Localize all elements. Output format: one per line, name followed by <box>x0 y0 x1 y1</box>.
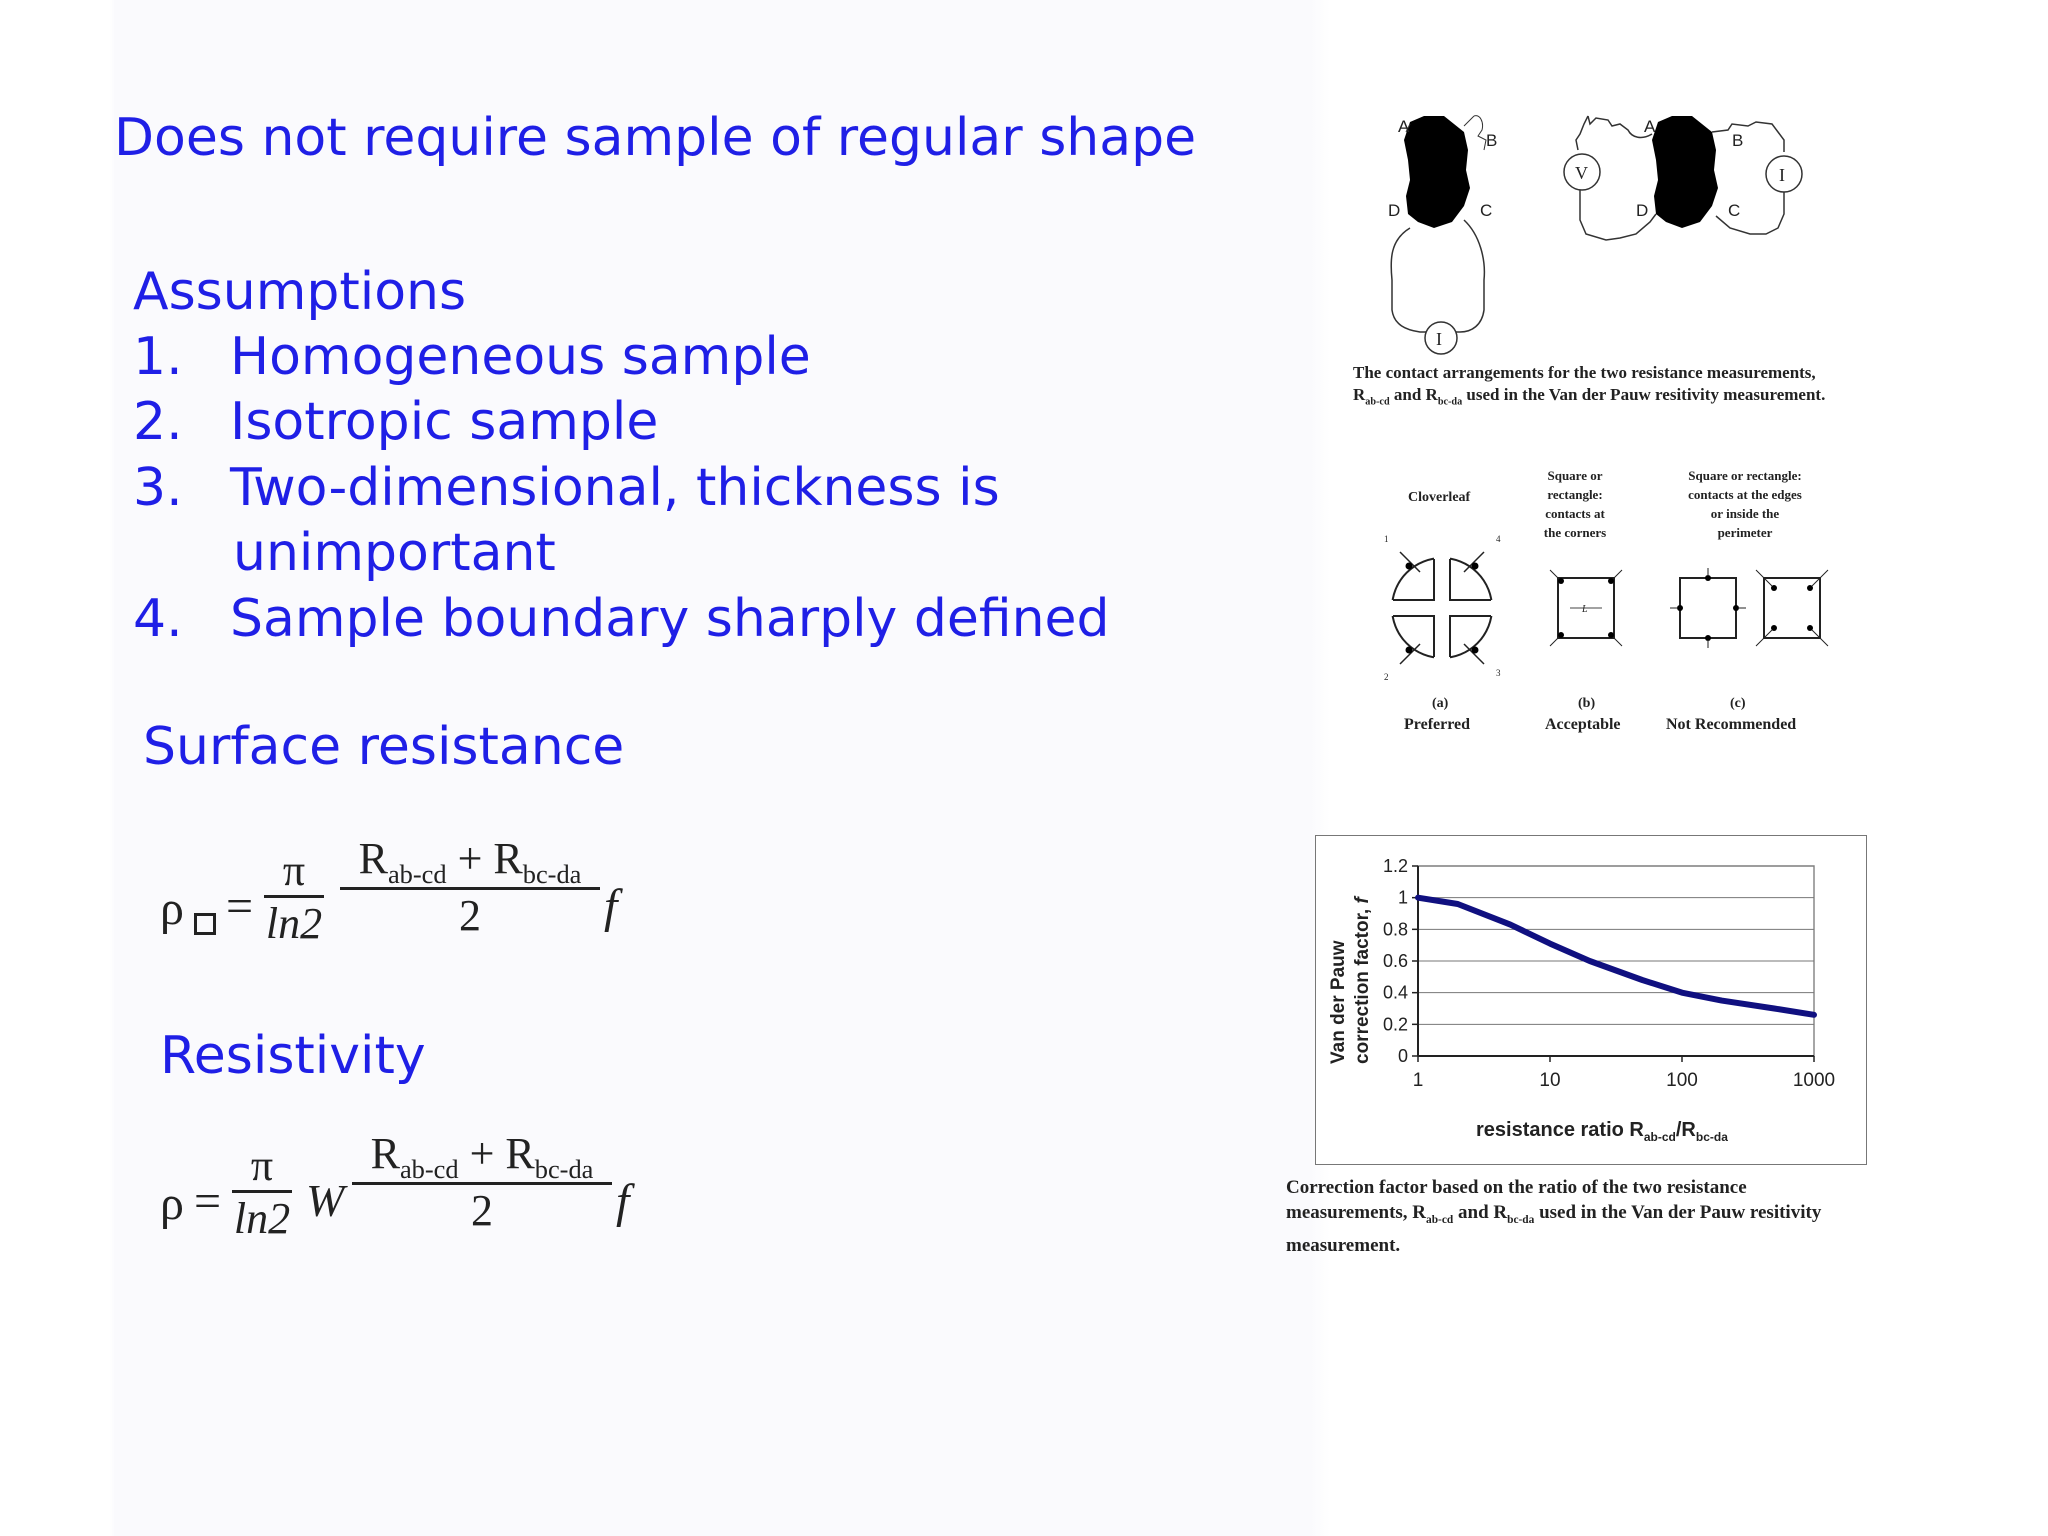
cloverleaf-heading: Cloverleaf <box>1408 490 1471 505</box>
y-tick-label: 0 <box>1397 1046 1408 1066</box>
svg-text:L: L <box>1582 604 1588 615</box>
acceptable-tag: (b) <box>1578 696 1596 711</box>
rho-symbol: ρ <box>160 882 184 935</box>
corners-heading: Square or rectangle: contacts at the corners <box>1543 468 1607 540</box>
resistance-fraction: $R_{ab-cd} + R_{bc-da}$ 2 <box>352 1128 612 1236</box>
list-item-number: 3. <box>133 458 183 518</box>
svg-text:4: 4 <box>1496 534 1501 544</box>
f-factor: f <box>604 880 618 933</box>
list-item-continuation: unimportant <box>233 523 556 583</box>
x-tick-label: 1 <box>1412 1070 1424 1091</box>
contact-arrangement-figure <box>1380 110 1900 360</box>
list-item: Sample boundary sharply defined <box>230 589 1110 649</box>
svg-text:D: D <box>1388 201 1401 220</box>
list-item: Homogeneous sample <box>230 327 811 387</box>
square-inside-shape <box>1756 570 1828 646</box>
y-tick-label: 0.2 <box>1382 1014 1408 1035</box>
resistivity-title: Resistivity <box>160 1026 426 1086</box>
square-symbol <box>194 913 216 935</box>
x-tick-label: 10 <box>1539 1070 1561 1091</box>
svg-text:V: V <box>1575 163 1588 183</box>
svg-text:B: B <box>1732 131 1744 150</box>
contact-arrangement-diagram <box>1380 110 1900 360</box>
pi-over-ln2: π ln2 <box>233 1141 291 1243</box>
y-tick-label: 0.6 <box>1382 951 1408 971</box>
headline: Does not require sample of regular shape <box>114 108 1197 168</box>
edges-heading: Square or rectangle: contacts at the edges or inside the perimeter <box>1688 468 1802 540</box>
y-axis-label: Van der Pauw <box>1328 940 1349 1064</box>
y-tick-label: 0.4 <box>1382 982 1408 1003</box>
svg-text:B: B <box>1486 131 1498 150</box>
x-tick-label: 100 <box>1666 1070 1698 1091</box>
sample-blob <box>1652 116 1718 228</box>
cloverleaf-shape <box>1384 534 1501 682</box>
list-item-number: 4. <box>133 589 183 649</box>
y-tick-label: 1 <box>1397 887 1408 908</box>
svg-text:C: C <box>1480 201 1493 220</box>
x-tick-label: 1000 <box>1792 1070 1836 1091</box>
acceptable-label: Acceptable <box>1545 716 1621 733</box>
pi-over-ln2 <box>264 845 324 949</box>
svg-text:I: I <box>1779 165 1785 185</box>
not-recommended-label: Not Recommended <box>1666 716 1797 733</box>
wire <box>1452 220 1484 332</box>
contact-placement-diagram <box>1380 460 1840 750</box>
chart-caption: Correction factor based on the ratio of the two resistance measurements, $R_{ab-cd}$ and $R_{bc-da}$ used in the Van der Pauw resitivity measurement. <box>1286 1177 1822 1256</box>
y-tick-label: 1.2 <box>1382 856 1408 876</box>
correction-factor-plot <box>1316 836 1866 1164</box>
equals-sign: = <box>226 880 254 933</box>
label-i: I <box>1436 329 1442 349</box>
list-item: Two-dimensional, thickness is <box>230 458 1000 518</box>
list-item: Isotropic sample <box>230 392 659 452</box>
svg-text:A: A <box>1398 117 1410 136</box>
pi: π <box>282 846 306 895</box>
contact-arrangement-caption: The contact arrangements for the two resistance measurements, $R_{ab-cd}$ and $R_{bc-da}$ used in the Van der Pauw resitivity measurement. <box>1353 363 1826 408</box>
svg-text:D: D <box>1636 201 1649 220</box>
rho-symbol: ρ <box>160 1177 184 1230</box>
square-corners-shape <box>1550 570 1622 646</box>
f-factor: f <box>616 1175 630 1228</box>
resistance-fraction: $R_{ab-cd} + R_{bc-da}$ 2 <box>340 833 600 941</box>
correction-factor-chart <box>1315 835 1867 1165</box>
svg-text:1: 1 <box>1384 534 1389 544</box>
preferred-tag: (a) <box>1432 696 1449 711</box>
contact-placement-figure <box>1380 460 1840 750</box>
not-recommended-tag: (c) <box>1730 696 1746 711</box>
square-edges-shape <box>1670 568 1746 648</box>
svg-text:A: A <box>1644 117 1656 136</box>
sample-blob <box>1404 116 1470 228</box>
wire <box>1716 192 1784 234</box>
wire <box>1588 116 1652 137</box>
wire <box>1712 122 1784 152</box>
svg-text:C: C <box>1728 201 1741 220</box>
wire <box>1391 228 1430 332</box>
y-tick-label: 0.8 <box>1382 919 1408 940</box>
svg-text:2: 2 <box>1384 672 1389 682</box>
equals-sign: = <box>194 1175 222 1228</box>
preferred-label: Preferred <box>1404 716 1471 733</box>
wire <box>1576 116 1588 150</box>
y-axis-label: correction factor, f <box>1352 897 1373 1064</box>
svg-text:3: 3 <box>1496 668 1501 678</box>
assumptions-title: Assumptions <box>133 262 467 322</box>
width-w: W <box>306 1175 345 1226</box>
list-item-number: 1. <box>133 327 183 387</box>
ln2: ln2 <box>265 899 323 948</box>
x-axis-label: resistance ratio $R_{ab-cd}/R_{bc-da}$ <box>1476 1119 1728 1144</box>
surface-resistance-title: Surface resistance <box>143 717 625 777</box>
list-item-number: 2. <box>133 392 183 452</box>
